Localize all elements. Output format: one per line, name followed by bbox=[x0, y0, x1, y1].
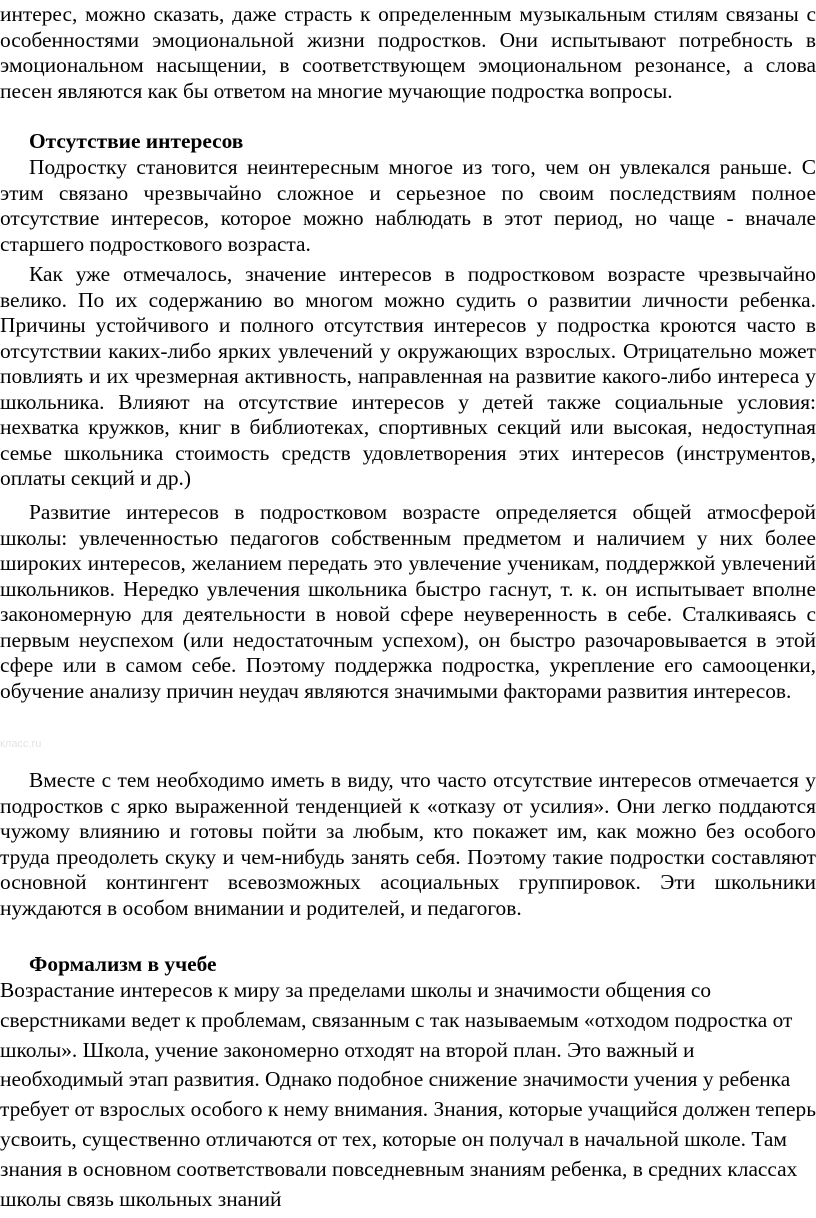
paragraph-4: Вместе с тем необходимо иметь в виду, что часто отсутствие интересов отмечается у подростков с ярко выраженной тенденцией к «отказу от усилия». Они легко поддаются чужому влиянию и готовы пойти за любым, кто покажет им, как можно без особого труда преодолеть скуку и чем-нибудь занять себя. Поэтому такие подростки составляют основной контингент всевозможных асоциальных группировок. Эти школьники нуждаются в особом внимании и родителей, и педагогов. bbox=[0, 768, 816, 920]
heading-formalism: Формализм в учебе bbox=[29, 952, 217, 976]
paragraph-3: Развитие интересов в подростковом возрасте определяется общей атмосферой школы: увлеченностью педагогов собственным предметом и наличием у них более широких интересов, желанием передать это увлечение ученикам, поддержкой увлечений школьников. Нередко увлечения школьника быстро гаснут, т. к. он испытывает вполне закономерную для деятельности в новой сфере неуверенность в себе. Сталкиваясь с первым неуспехом (или недостаточным успехом), он быстро разочаровывается в этой сфере или в самом себе. Поэтому поддержка подростка, укрепление его самооценки, обучение анализу причин неудач являются значимыми факторами развития интересов. bbox=[0, 500, 816, 703]
heading-no-interests: Отсутствие интересов bbox=[29, 129, 244, 153]
paragraph-1: Подростку становится неинтересным многое из того, чем он увлекался раньше. С этим связано чрезвычайно сложное и серьезное по своим последствиям полное отсутствие интересов, которое можно наблюдать в этот период, но чаще - вначале старшего подросткового возраста. bbox=[0, 155, 816, 256]
watermark: клаcc.ru bbox=[0, 738, 42, 750]
paragraph-2: Как уже отмечалось, значение интересов в подростковом возрасте чрезвычайно велико. По их содержанию во многом можно судить о развитии личности ребенка. Причины устойчивого и полного отсутствия интересов у подростка кроются часто в отсутствии каких-либо ярких увлечений у окружающих взрослых. Отрицательно может повлиять и их чрезмерная активность, направленная на развитие какого-либо интереса у школьника. Влияют на отсутствие интересов у детей также социальные условия: нехватка кружков, книг в библиотеках, спортивных секций или высокая, недоступная семье школьника стоимость средств удовлетворения этих интересов (инструментов, оплаты секций и др.) bbox=[0, 262, 816, 490]
paragraph-intro: интерес, можно сказать, даже страсть к определенным музыкальным стилям связаны с особенностями эмоциональной жизни подростков. Они испытывают потребность в эмоциональном насыщении, в соответствующем эмоциональном резонансе, а слова песен являются как бы ответом на многие мучающие подростка вопросы. bbox=[0, 2, 816, 103]
paragraph-5: Возрастание интересов к миру за пределами школы и значимости общения со сверстниками ведет к проблемам, связанным с так называемым «отходом подростка от школы». Школа, учение закономерно отходят на второй план. Это важный и необходимый этап развития. Однако подобное снижение значимости учения у ребенка требует от взрослых особого к нему внимания. Знания, которые учащийся должен теперь усвоить, существенно отличаются от тех, которые он получал в начальной школе. Там знания в основном соответствовали повседневным знаниям ребенка, в средних классах школы связь школьных знаний bbox=[0, 978, 816, 1211]
